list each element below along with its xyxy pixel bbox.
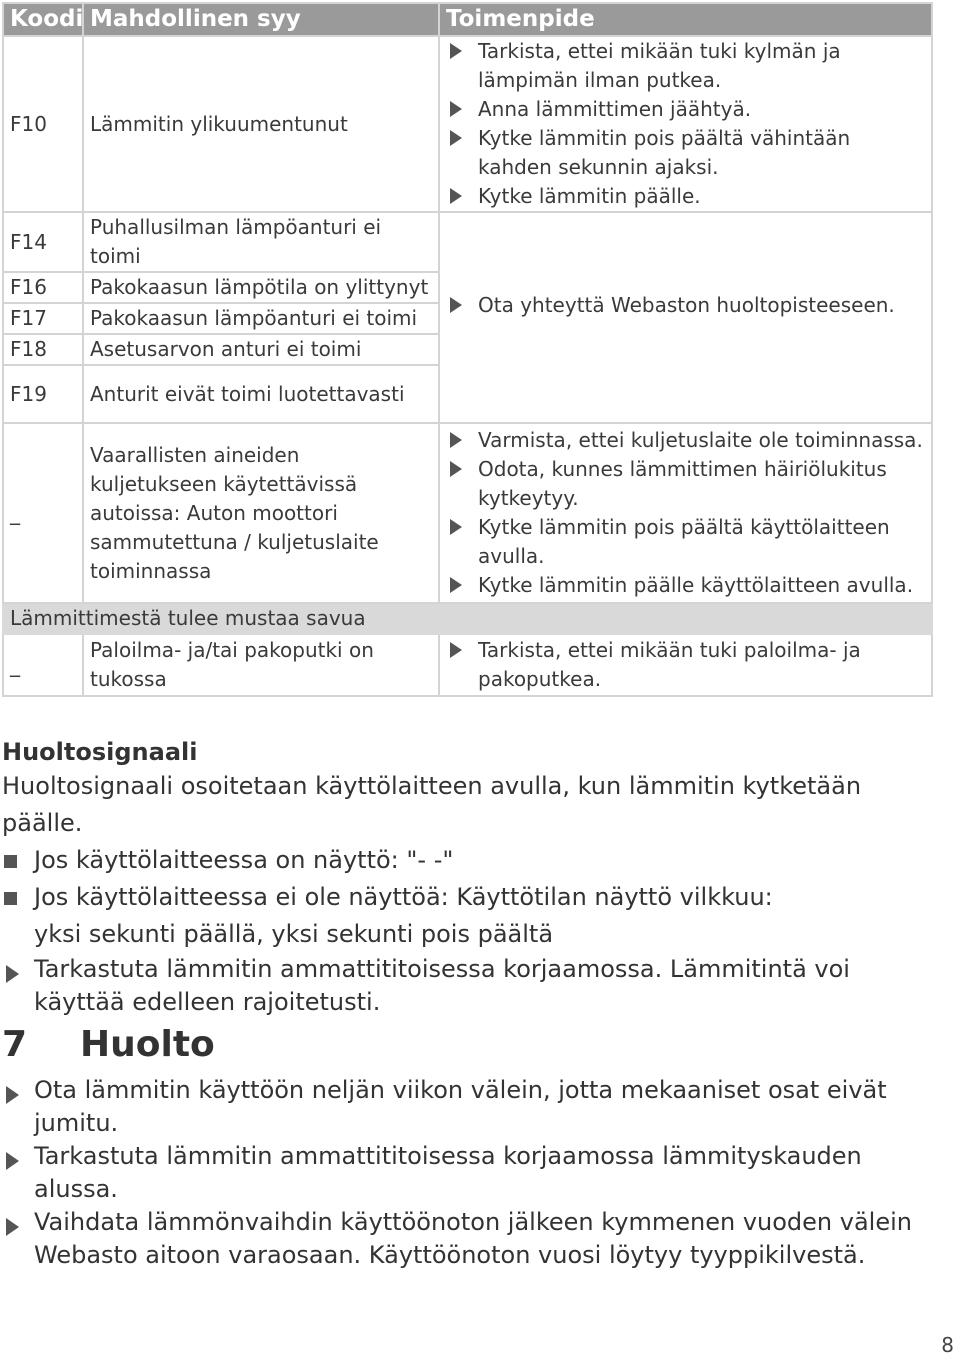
action-item: Varmista, ettei kuljetuslaite ole toiminnassa. <box>446 426 925 455</box>
section-heading <box>2 1024 932 1066</box>
action-item: Vaihdata lämmönvaihdin käyttöönoton jälkeen kymmenen vuoden välein Webasto aitoon varaosaan. Käyttöönoton vuosi löytyy tyyppikilvestä. <box>2 1206 932 1272</box>
intro-text: Huoltosignaali osoitetaan käyttölaitteen avulla, kun lämmitin kytketään päälle. <box>2 772 862 837</box>
arrow-bullet-icon <box>6 1218 19 1236</box>
action-item: Ota lämmitin käyttöön neljän viikon välein, jotta mekaaniset osat eivät jumitu. <box>2 1074 932 1140</box>
arrow-bullet-icon <box>6 965 19 983</box>
code-cell: F18 <box>3 334 83 365</box>
section-number: 7 <box>2 1024 28 1065</box>
arrow-bullet-icon <box>450 43 462 59</box>
header-code: Koodi <box>3 3 83 36</box>
arrow-bullet-icon <box>450 577 462 593</box>
arrow-bullet-icon <box>450 519 462 535</box>
list-item: Jos käyttölaitteessa on näyttö: "- -" <box>2 842 932 879</box>
cause-cell: Lämmitin ylikuumentunut <box>83 36 439 212</box>
maintenance-section <box>2 1024 932 1272</box>
arrow-bullet-icon <box>6 1152 19 1170</box>
arrow-bullet-icon <box>450 461 462 477</box>
cause-cell: Anturit eivät toimi luotettavasti <box>83 365 439 423</box>
arrow-bullet-icon <box>450 130 462 146</box>
table-row-f14 <box>3 212 932 272</box>
code-cell: F10 <box>3 36 83 212</box>
action-cell <box>439 634 932 696</box>
code-cell: F14 <box>3 212 83 272</box>
square-bullet-icon <box>4 855 17 868</box>
action-item: Tarkastuta lämmitin ammattititoisessa korjaamossa. Lämmitintä voi käyttää edelleen rajoitetusti. <box>2 953 932 1019</box>
square-bullet-icon <box>4 892 17 905</box>
code-cell: F16 <box>3 272 83 303</box>
list-item-continuation: yksi sekunti päällä, yksi sekunti pois päältä <box>34 920 554 948</box>
arrow-bullet-icon <box>450 297 462 313</box>
band-label: Lämmittimestä tulee mustaa savua <box>3 603 932 634</box>
list-item: Jos käyttölaitteessa ei ole näyttöä: Käyttötilan näyttö vilkkuu: <box>2 879 932 916</box>
code-cell: F19 <box>3 365 83 423</box>
arrow-bullet-icon <box>6 1086 19 1104</box>
action-cell <box>439 36 932 212</box>
table-row-adr <box>3 423 932 603</box>
code-cell: F17 <box>3 303 83 334</box>
action-item: Kytke lämmitin pois päältä käyttölaitteen avulla. <box>446 513 925 571</box>
action-item: Kytke lämmitin päälle. <box>446 182 925 211</box>
table-row-f10 <box>3 36 932 212</box>
action-item: Anna lämmittimen jäähtyä. <box>446 95 925 124</box>
arrow-bullet-icon <box>450 432 462 448</box>
section-heading: Huoltosignaali <box>2 738 198 766</box>
action-item: Tarkista, ettei mikään tuki paloilma- ja pakoputkea. <box>446 636 925 694</box>
cause-cell: Asetusarvon anturi ei toimi <box>83 334 439 365</box>
arrow-bullet-icon <box>450 101 462 117</box>
action-item: Kytke lämmitin pois päältä vähintään kahden sekunnin ajaksi. <box>446 124 925 182</box>
code-cell: _ <box>3 634 83 696</box>
action-item: Ota yhteyttä Webaston huoltopisteeseen. <box>446 291 925 320</box>
cause-cell: Paloilma- ja/tai pakoputki on tukossa <box>83 634 439 696</box>
cause-cell: Vaarallisten aineiden kuljetukseen käytettävissä autoissa: Auton moottori sammutettuna / kuljetuslaite toiminnassa <box>83 423 439 603</box>
code-cell: _ <box>3 423 83 603</box>
action-item: Kytke lämmitin päälle käyttölaitteen avulla. <box>446 571 925 600</box>
action-item: Tarkastuta lämmitin ammattititoisessa korjaamossa lämmityskauden alussa. <box>2 1140 932 1206</box>
table-band-row <box>3 603 932 634</box>
action-item: Tarkista, ettei mikään tuki kylmän ja lämpimän ilman putkea. <box>446 37 925 95</box>
cause-cell: Puhallusilman lämpöanturi ei toimi <box>83 212 439 272</box>
service-signal-section <box>2 736 932 1019</box>
page-number: 8 <box>941 1333 954 1357</box>
header-cause: Mahdollinen syy <box>83 3 439 36</box>
action-cell <box>439 212 932 423</box>
header-action: Toimenpide <box>439 3 932 36</box>
section-title: Huolto <box>80 1024 215 1065</box>
cause-cell: Pakokaasun lämpöanturi ei toimi <box>83 303 439 334</box>
table-header-row <box>3 3 932 36</box>
arrow-bullet-icon <box>450 188 462 204</box>
cause-cell: Pakokaasun lämpötila on ylittynyt <box>83 272 439 303</box>
action-item: Odota, kunnes lämmittimen häiriölukitus kytkeytyy. <box>446 455 925 513</box>
table-row-smoke <box>3 634 932 696</box>
arrow-bullet-icon <box>450 642 462 658</box>
action-cell <box>439 423 932 603</box>
fault-code-table <box>2 2 933 697</box>
